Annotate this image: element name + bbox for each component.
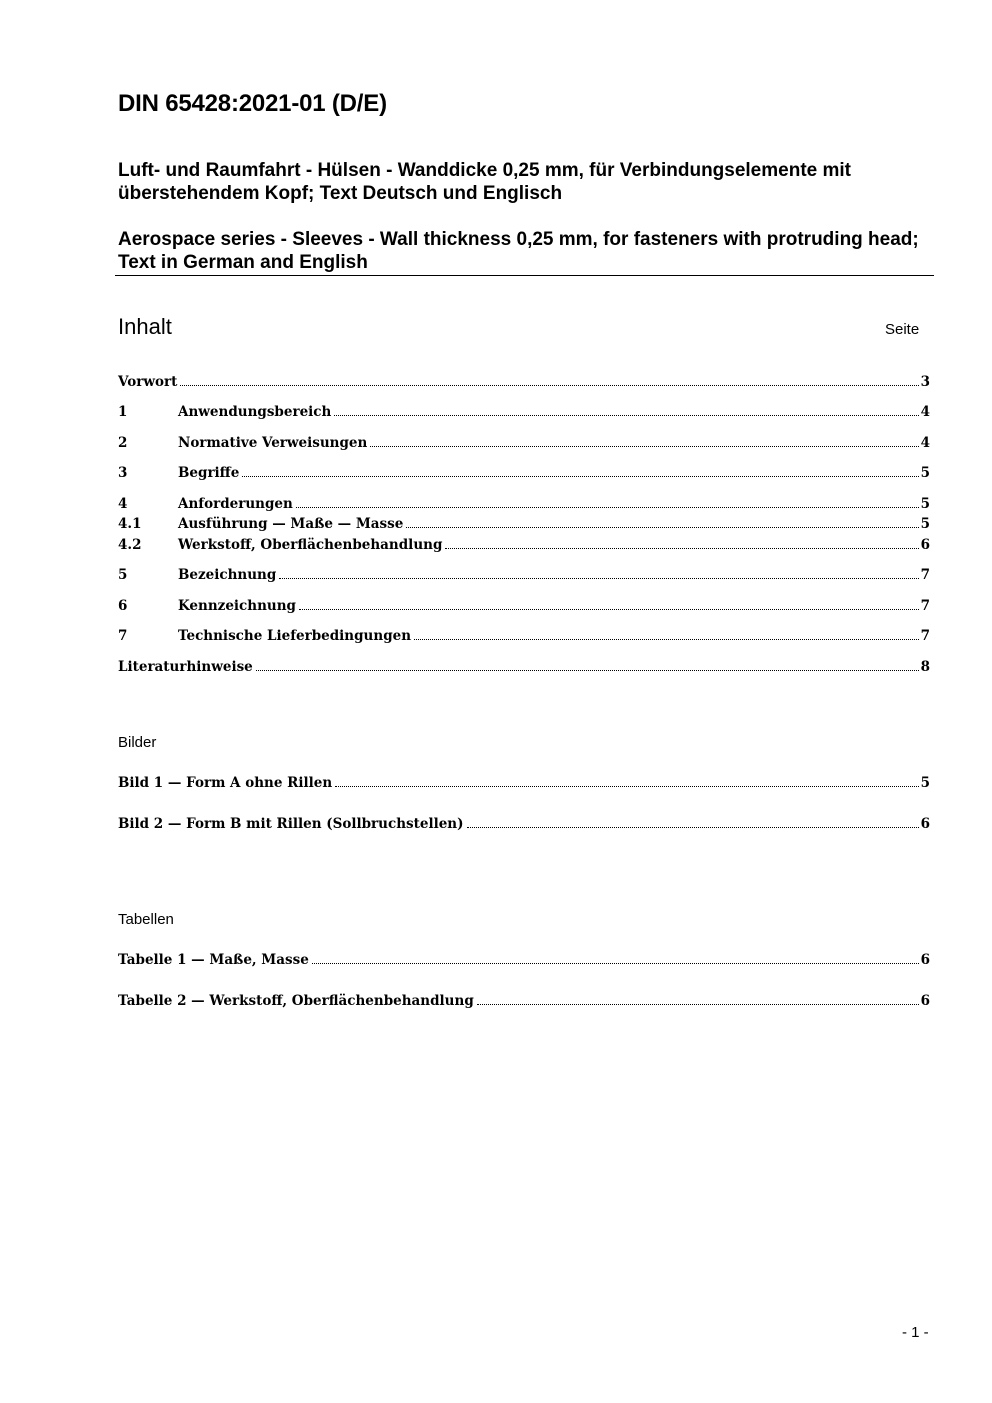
title-german: Luft- und Raumfahrt - Hülsen - Wanddicke 0,25 mm, für Verbindungselemente mit überstehendem Kopf; Text Deutsch und Englisch — [118, 160, 851, 204]
table-entry-title: Tabelle 1 — Maße, Masse — [118, 952, 309, 968]
toc-leader-dots — [406, 526, 918, 528]
toc-entry-7[interactable] — [118, 627, 930, 645]
toc-leader-dots — [335, 785, 918, 787]
table-entry-title: Tabelle 2 — Werkstoff, Oberflächenbehandlung — [118, 993, 474, 1009]
toc-entry-page: 7 — [920, 598, 930, 614]
toc-entry-number: 4.1 — [118, 516, 142, 532]
toc-entry-page: 5 — [920, 465, 930, 481]
page-number: - 1 - — [902, 1324, 929, 1341]
table-entry-page: 6 — [920, 993, 930, 1009]
toc-leader-dots — [279, 577, 918, 579]
toc-leader-dots — [334, 414, 918, 416]
toc-entry-2[interactable] — [118, 434, 930, 452]
toc-entry-page: 4 — [920, 435, 930, 451]
toc-entry-4[interactable] — [118, 495, 930, 513]
toc-entry-title: Technische Lieferbedingungen — [178, 628, 412, 644]
header-divider — [115, 275, 934, 276]
table-entry-1[interactable] — [118, 951, 930, 969]
toc-heading: Inhalt — [118, 314, 172, 339]
title-english: Aerospace series - Sleeves - Wall thickness 0,25 mm, for fasteners with protruding head; Text in German and English — [118, 229, 919, 273]
toc-entry-page: 5 — [920, 496, 930, 512]
toc-entry-title: Normative Verweisungen — [178, 435, 368, 451]
toc-leader-dots — [370, 445, 918, 447]
toc-entry-number: 1 — [118, 404, 128, 420]
toc-entry-4-1[interactable] — [118, 515, 930, 533]
tables-heading: Tabellen — [118, 911, 174, 928]
toc-leader-dots — [445, 547, 918, 549]
toc-leader-dots — [180, 384, 918, 386]
toc-entry-title: Werkstoff, Oberflächenbehandlung — [178, 537, 443, 553]
toc-entry-number: 2 — [118, 435, 128, 451]
toc-leader-dots — [299, 608, 919, 610]
toc-entry-number: 6 — [118, 598, 128, 614]
toc-leader-dots — [242, 475, 918, 477]
table-entry-2[interactable] — [118, 992, 930, 1010]
toc-entry-title: Vorwort — [118, 374, 178, 390]
toc-leader-dots — [477, 1003, 919, 1005]
toc-entry-vorwort[interactable] — [118, 373, 930, 391]
toc-entry-number: 4.2 — [118, 537, 142, 553]
toc-entry-page: 5 — [920, 516, 930, 532]
toc-leader-dots — [256, 669, 919, 671]
toc-leader-dots — [296, 506, 919, 508]
toc-entry-title: Literaturhinweise — [118, 659, 253, 675]
toc-entry-number: 3 — [118, 465, 128, 481]
toc-entry-title: Anforderungen — [178, 496, 293, 512]
figure-entry-title: Bild 2 — Form B mit Rillen (Sollbruchstellen) — [118, 816, 464, 832]
toc-entry-3[interactable] — [118, 464, 930, 482]
toc-entry-page: 7 — [920, 628, 930, 644]
toc-entry-page: 6 — [920, 537, 930, 553]
toc-entry-1[interactable] — [118, 403, 930, 421]
toc-entry-page: 4 — [920, 404, 930, 420]
toc-page-label: Seite — [885, 321, 920, 338]
toc-entry-literaturhinweise[interactable] — [118, 658, 930, 676]
toc-entry-title: Kennzeichnung — [178, 598, 296, 614]
figure-entry-page: 6 — [920, 816, 930, 832]
figures-heading: Bilder — [118, 734, 157, 751]
toc-entry-title: Begriffe — [178, 465, 240, 481]
toc-entry-6[interactable] — [118, 597, 930, 615]
toc-entry-page: 7 — [920, 567, 930, 583]
toc-leader-dots — [312, 962, 919, 964]
toc-entry-5[interactable] — [118, 566, 930, 584]
table-entry-page: 6 — [920, 952, 930, 968]
figure-entry-title: Bild 1 — Form A ohne Rillen — [118, 775, 333, 791]
toc-entry-4-2[interactable] — [118, 536, 930, 554]
toc-entry-number: 5 — [118, 567, 128, 583]
toc-entry-page: 3 — [920, 374, 930, 390]
toc-entry-number: 4 — [118, 496, 128, 512]
figure-entry-page: 5 — [920, 775, 930, 791]
figure-entry-2[interactable] — [118, 815, 930, 833]
document-title: DIN 65428:2021-01 (D/E) — [118, 90, 387, 117]
toc-entry-page: 8 — [920, 659, 930, 675]
toc-leader-dots — [467, 826, 919, 828]
toc-leader-dots — [414, 638, 919, 640]
toc-entry-title: Bezeichnung — [178, 567, 277, 583]
toc-entry-title: Anwendungsbereich — [178, 404, 332, 420]
figure-entry-1[interactable] — [118, 774, 930, 792]
toc-entry-number: 7 — [118, 628, 128, 644]
toc-entry-title: Ausführung — Maße — Masse — [178, 516, 404, 532]
